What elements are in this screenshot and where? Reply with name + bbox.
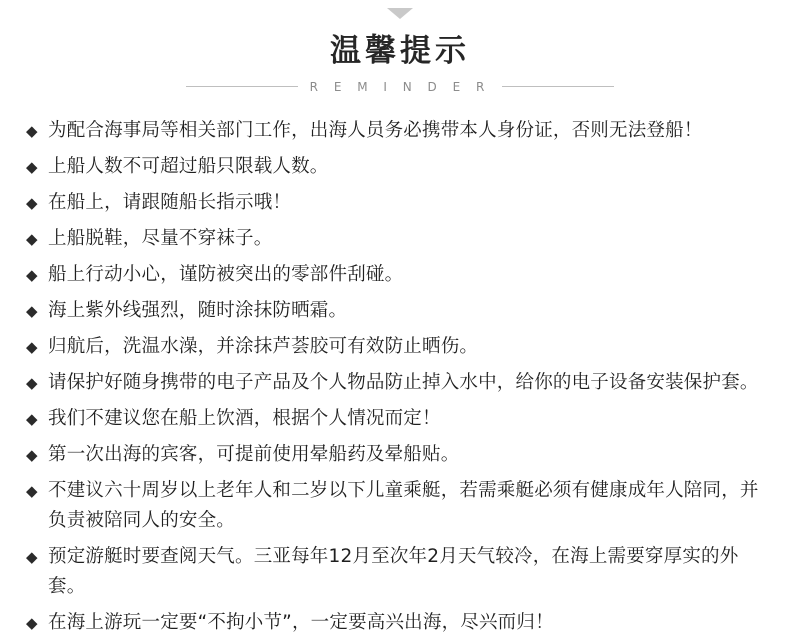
diamond-bullet-icon: ◆ xyxy=(26,157,38,176)
page-title: 温馨提示 xyxy=(330,33,470,69)
list-item-text: 我们不建议您在船上饮酒，根据个人情况而定！ xyxy=(48,407,441,429)
list-item xyxy=(26,404,774,434)
list-item-text: 船上行动小心，谨防被突出的零部件刮碰。 xyxy=(48,263,404,285)
divider-left xyxy=(186,86,298,87)
list-item-text: 为配合海事局等相关部门工作，出海人员务必携带本人身份证，否则无法登船！ xyxy=(48,119,703,141)
list-item-text: 在船上，请跟随船长指示哦！ xyxy=(48,191,292,213)
list-item xyxy=(26,608,774,638)
triangle-down-icon xyxy=(387,8,413,19)
page-subtitle: R E M I N D E R xyxy=(309,79,491,94)
diamond-bullet-icon: ◆ xyxy=(26,445,38,464)
list-item-text: 海上紫外线强烈，随时涂抹防晒霜。 xyxy=(48,299,348,321)
diamond-bullet-icon: ◆ xyxy=(26,301,38,320)
list-item xyxy=(26,368,774,398)
diamond-bullet-icon: ◆ xyxy=(26,193,38,212)
list-item-text: 请保护好随身携带的电子产品及个人物品防止掉入水中，给你的电子设备安装保护套。 xyxy=(48,371,759,393)
list-item xyxy=(26,224,774,254)
diamond-bullet-icon: ◆ xyxy=(26,121,38,140)
top-arrow-container xyxy=(0,0,800,22)
list-item xyxy=(26,296,774,326)
list-item-text: 归航后，洗温水澡，并涂抹芦荟胶可有效防止晒伤。 xyxy=(48,335,479,357)
diamond-bullet-icon: ◆ xyxy=(26,481,38,500)
list-item xyxy=(26,440,774,470)
subtitle-row xyxy=(0,80,800,94)
diamond-bullet-icon: ◆ xyxy=(26,337,38,356)
list-item xyxy=(26,152,774,182)
diamond-bullet-icon: ◆ xyxy=(26,547,38,566)
diamond-bullet-icon: ◆ xyxy=(26,229,38,248)
list-item-text: 上船人数不可超过船只限载人数。 xyxy=(48,155,329,177)
divider-right xyxy=(502,86,614,87)
diamond-bullet-icon: ◆ xyxy=(26,265,38,284)
list-item-text: 不建议六十周岁以上老年人和二岁以下儿童乘艇，若需乘艇必须有健康成年人陪同，并负责被陪同人的安全。 xyxy=(48,479,759,531)
reminder-list xyxy=(26,116,774,638)
list-item xyxy=(26,260,774,290)
list-item-text: 预定游艇时要查阅天气。三亚每年12月至次年2月天气较冷，在海上需要穿厚实的外套。 xyxy=(48,545,739,597)
list-item xyxy=(26,476,774,536)
list-item-text: 第一次出海的宾客，可提前使用晕船药及晕船贴。 xyxy=(48,443,460,465)
list-item-text: 在海上游玩一定要“不拘小节”，一定要高兴出海，尽兴而归！ xyxy=(48,611,554,633)
list-item-text: 上船脱鞋，尽量不穿袜子。 xyxy=(48,227,273,249)
diamond-bullet-icon: ◆ xyxy=(26,373,38,392)
list-item xyxy=(26,542,774,602)
list-item xyxy=(26,332,774,362)
diamond-bullet-icon: ◆ xyxy=(26,409,38,428)
list-item xyxy=(26,116,774,146)
page-header xyxy=(0,34,800,94)
list-item xyxy=(26,188,774,218)
diamond-bullet-icon: ◆ xyxy=(26,613,38,632)
